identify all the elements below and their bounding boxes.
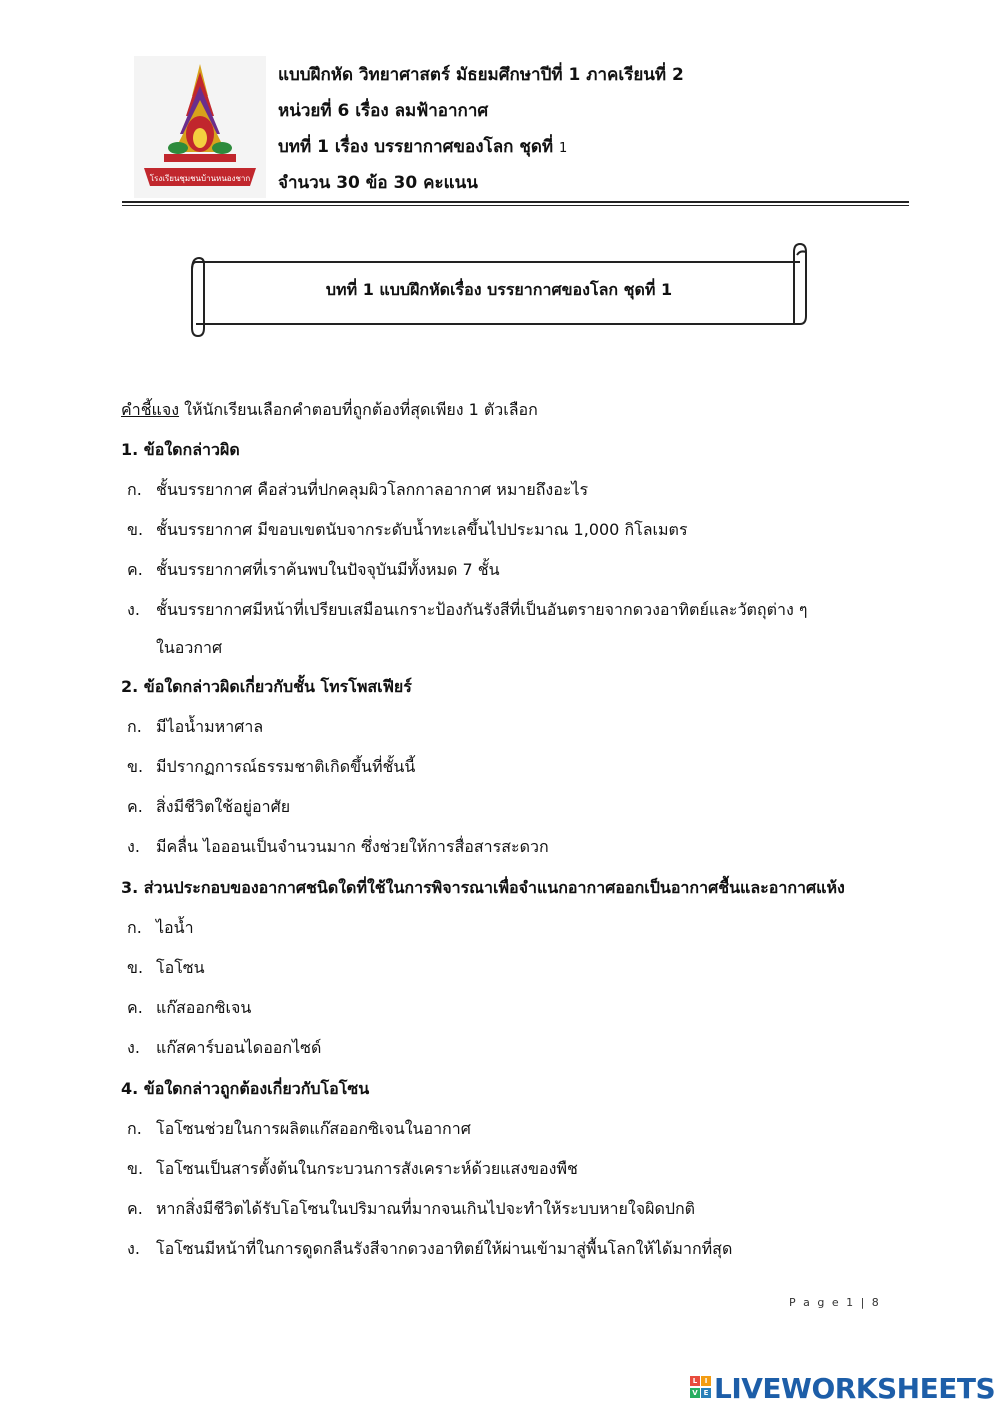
option-text: โอโซนเป็นสารตั้งต้นในกระบวนการสังเคราะห์ด้วยแสงของพืช <box>156 1159 578 1178</box>
title-scroll-banner <box>186 240 812 340</box>
header-divider-thick <box>122 201 909 203</box>
logo-ribbon-text: โรงเรียนชุมชนบ้านหนองชาก <box>149 174 251 183</box>
option-label: ค. <box>127 1199 143 1218</box>
question-3: 3. ส่วนประกอบของอากาศชนิดใดที่ใช้ในการพิจารณาเพื่อจำแนกอากาศออกเป็นอากาศชื้นและอากาศแห้ง <box>121 878 845 897</box>
question-1: 1. ข้อใดกล่าวผิด <box>121 440 240 459</box>
brand-icon-letter: I <box>701 1376 711 1386</box>
option-label: ก. <box>127 717 142 736</box>
brand-icon-letter: E <box>701 1388 711 1398</box>
question-2: 2. ข้อใดกล่าวผิดเกี่ยวกับชั้น โทรโพสเฟียร์ <box>121 677 412 696</box>
option-label: ข. <box>127 958 144 977</box>
option-text: โอโซน <box>156 958 205 977</box>
option-text: สิ่งมีชีวิตใช้อยู่อาศัย <box>156 797 291 816</box>
scroll-title: บทที่ 1 แบบฝึกหัดเรื่อง บรรยากาศของโลก ชุดที่ 1 <box>325 280 673 299</box>
option-text: หากสิ่งมีชีวิตได้รับโอโซนในปริมาณที่มากจนเกินไปจะทำให้ระบบหายใจผิดปกติ <box>156 1199 696 1218</box>
brand-icon-letter: V <box>690 1388 700 1398</box>
option-text-continued: ในอวกาศ <box>156 638 223 657</box>
option-text: ชั้นบรรยากาศมีหน้าที่เปรียบเสมือนเกราะป้องกันรังสีที่เป็นอันตรายจากดวงอาทิตย์และวัตถุต่าง ๆ <box>156 600 808 619</box>
instruction-text: ให้นักเรียนเลือกคำตอบที่ถูกต้องที่สุดเพียง 1 ตัวเลือก <box>179 400 538 419</box>
header-lesson-line <box>278 132 684 168</box>
option-text: ชั้นบรรยากาศที่เราค้นพบในปัจจุบันมีทั้งหมด 7 ชั้น <box>156 560 500 579</box>
option-label: ข. <box>127 757 144 776</box>
option-label: ก. <box>127 918 142 937</box>
option-text: ไอน้ำ <box>156 918 194 937</box>
option-text: โอโซนมีหน้าที่ในการดูดกลืนรังสีจากดวงอาทิตย์ให้ผ่านเข้ามาสู่พื้นโลกให้ได้มากที่สุด <box>156 1239 733 1258</box>
option-text: มีไอน้ำมหาศาล <box>156 717 264 736</box>
option-text: ชั้นบรรยากาศ คือส่วนที่ปกคลุมผิวโลกกาลอากาศ หมายถึงอะไร <box>156 480 589 499</box>
option-label: ง. <box>127 1239 140 1258</box>
question-4: 4. ข้อใดกล่าวถูกต้องเกี่ยวกับโอโซน <box>121 1079 370 1098</box>
header-subject-line: แบบฝึกหัด วิทยาศาสตร์ มัธยมศึกษาปีที่ 1 ภาคเรียนที่ 2 <box>278 65 684 85</box>
header-divider-thin <box>122 205 909 206</box>
option-label: ข. <box>127 520 144 539</box>
option-text: มีปรากฏการณ์ธรรมชาติเกิดขึ้นที่ชั้นนี้ <box>156 757 416 776</box>
option-label: ข. <box>127 1159 144 1178</box>
option-label: ง. <box>127 1038 140 1057</box>
header-lesson-text: บทที่ 1 เรื่อง บรรยากาศของโลก ชุดที่ <box>278 137 560 157</box>
option-label: ก. <box>127 480 142 499</box>
page-number: P a g e 1 | 8 <box>789 1296 881 1309</box>
instruction-line <box>121 398 538 423</box>
header-lesson-set: 1 <box>559 141 568 156</box>
instruction-label: คำชี้แจง <box>121 400 180 419</box>
brand-icon-letter: L <box>690 1376 700 1386</box>
option-label: ค. <box>127 797 143 816</box>
option-label: ง. <box>127 837 140 856</box>
liveworksheets-logo-icon <box>690 1376 714 1402</box>
option-text: มีคลื่น ไอออนเป็นจำนวนมาก ซึ่งช่วยให้การสื่อสารสะดวก <box>156 837 549 856</box>
liveworksheets-wordmark: LIVEWORKSHEETS <box>714 1372 996 1405</box>
option-text: แก๊สออกซิเจน <box>156 998 252 1017</box>
option-text: โอโซนช่วยในการผลิตแก๊สออกซิเจนในอากาศ <box>156 1119 471 1138</box>
option-label: ค. <box>127 998 143 1017</box>
document-header <box>278 60 684 204</box>
option-label: ง. <box>127 600 140 619</box>
option-label: ค. <box>127 560 143 579</box>
header-score-line: จำนวน 30 ข้อ 30 คะแนน <box>278 173 478 193</box>
school-logo <box>134 56 266 198</box>
option-text: แก๊สคาร์บอนไดออกไซด์ <box>156 1038 322 1057</box>
header-unit-line: หน่วยที่ 6 เรื่อง ลมฟ้าอากาศ <box>278 101 489 121</box>
option-text: ชั้นบรรยากาศ มีขอบเขตนับจากระดับน้ำทะเลขึ้นไปประมาณ 1,000 กิโลเมตร <box>156 520 688 539</box>
option-label: ก. <box>127 1119 142 1138</box>
